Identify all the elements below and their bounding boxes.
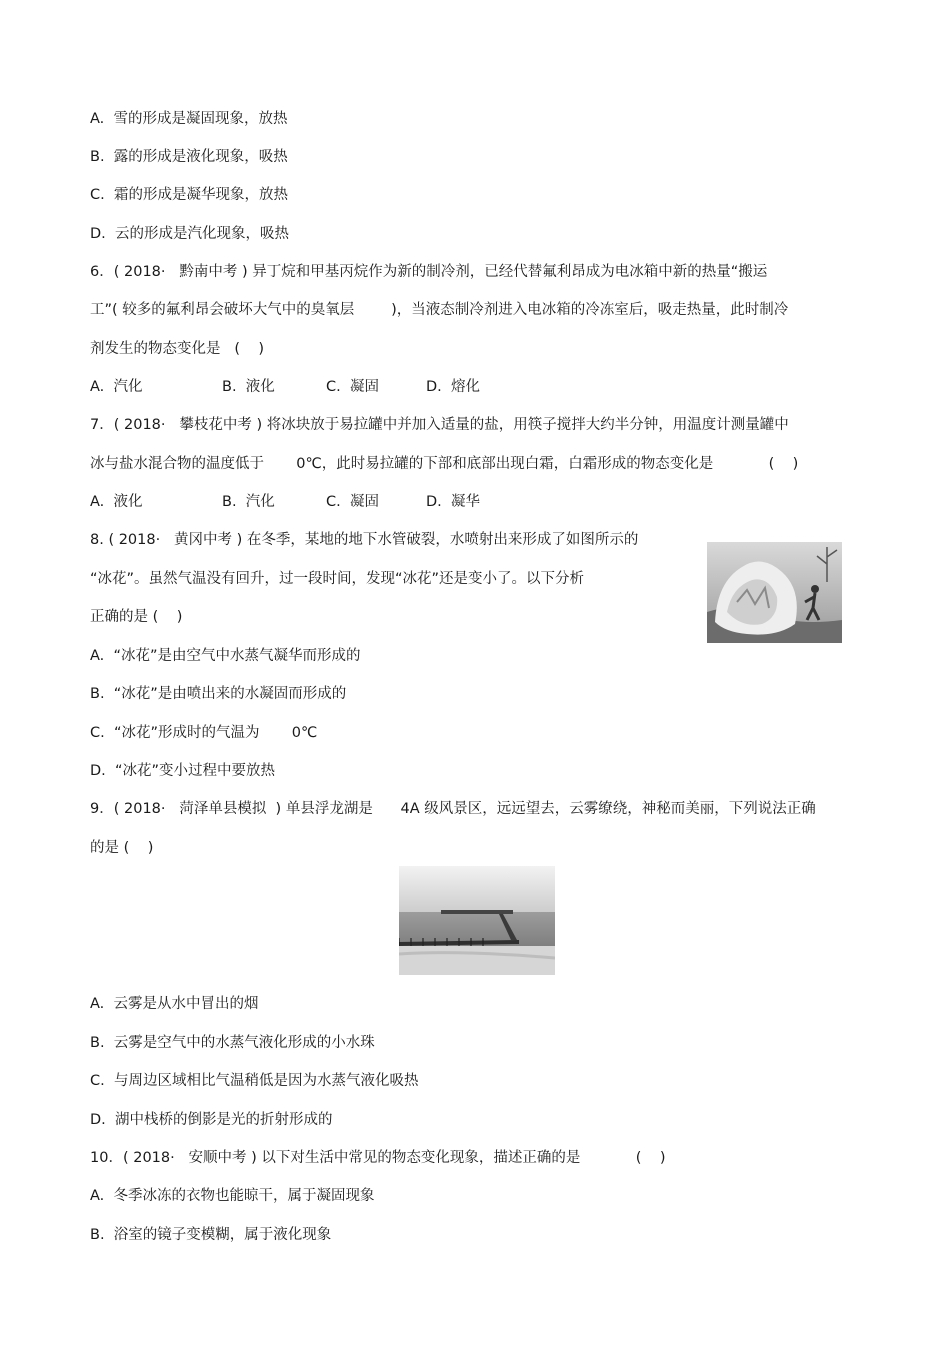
- q9-option-d: D. 湖中栈桥的倒影是光的折射形成的: [90, 1112, 333, 1128]
- q7-option-a: A. 液化: [90, 494, 143, 510]
- q9-stem-line2: 的是 ( ): [90, 840, 154, 856]
- q8-stem-line3: 正确的是 ( ): [90, 609, 183, 625]
- lake-pier-photo-illustration: [399, 866, 555, 975]
- q7-option-b: B. 汽化: [222, 494, 275, 510]
- q8-option-b: B. “冰花”是由喷出来的水凝固而形成的: [90, 686, 347, 702]
- q7-stem-line1: 7．( 2018· 攀枝花中考 ) 将冰块放于易拉罐中并加入适量的盐，用筷子搅拌大约半分钟，用温度计测量罐中: [90, 417, 789, 433]
- q5-option-b: B. 露的形成是液化现象，吸热: [90, 149, 288, 165]
- lake-pier-photo: [399, 866, 555, 975]
- q5-option-d: D. 云的形成是汽化现象，吸热: [90, 226, 289, 242]
- q10-option-a: A. 冬季冰冻的衣物也能晾干，属于凝固现象: [90, 1188, 375, 1204]
- q8-stem-line1: 8. ( 2018· 黄冈中考 ) 在冬季，某地的地下水管破裂，水喷射出来形成了如图所示的: [90, 532, 639, 548]
- q7-option-c: C. 凝固: [326, 494, 379, 510]
- q6-option-d: D. 熔化: [426, 379, 480, 395]
- q9-option-b: B. 云雾是空气中的水蒸气液化形成的小水珠: [90, 1035, 375, 1051]
- q9-stem-line1: 9．( 2018· 菏泽单县模拟 ) 单县浮龙湖是 4A 级风景区，远远望去，云雾缭绕，神秘而美丽，下列说法正确: [90, 801, 816, 817]
- q10-option-b: B. 浴室的镜子变模糊，属于液化现象: [90, 1227, 332, 1243]
- q9-option-a: A. 云雾是从水中冒出的烟: [90, 996, 259, 1012]
- q8-option-c: C. “冰花”形成时的气温为 0℃: [90, 725, 318, 741]
- q8-option-d: D. “冰花”变小过程中要放热: [90, 763, 276, 779]
- q6-option-c: C. 凝固: [326, 379, 379, 395]
- q7-option-d: D. 凝华: [426, 494, 480, 510]
- q6-stem-line2: 工”( 较多的氟利昂会破坏大气中的臭氧层 )，当液态制冷剂进入电冰箱的冷冻室后，吸走热量，此时制冷: [90, 302, 789, 318]
- q5-option-c: C. 霜的形成是凝华现象，放热: [90, 187, 288, 203]
- q6-option-a: A. 汽化: [90, 379, 143, 395]
- q6-stem-line1: 6．( 2018· 黔南中考 ) 异丁烷和甲基丙烷作为新的制冷剂，已经代替氟利昂成为电冰箱中新的热量“搬运: [90, 264, 768, 280]
- q9-option-c: C. 与周边区域相比气温稍低是因为水蒸气液化吸热: [90, 1073, 419, 1089]
- ice-flower-photo: [707, 542, 842, 643]
- q6-stem-line3: 剂发生的物态变化是 ( ): [90, 341, 265, 357]
- q8-option-a: A. “冰花”是由空气中水蒸气凝华而形成的: [90, 648, 361, 664]
- q10-stem-line1: 10．( 2018· 安顺中考 ) 以下对生活中常见的物态变化现象，描述正确的是 ( ): [90, 1150, 666, 1166]
- q8-stem-line2: “冰花”。虽然气温没有回升，过一段时间，发现“冰花”还是变小了。以下分析: [90, 571, 585, 587]
- q6-option-b: B. 液化: [222, 379, 275, 395]
- q7-stem-line2: 冰与盐水混合物的温度低于 0℃，此时易拉罐的下部和底部出现白霜，白霜形成的物态变化是 ( ): [90, 456, 799, 472]
- q5-option-a: A. 雪的形成是凝固现象，放热: [90, 111, 288, 127]
- ice-flower-photo-illustration: [707, 542, 842, 643]
